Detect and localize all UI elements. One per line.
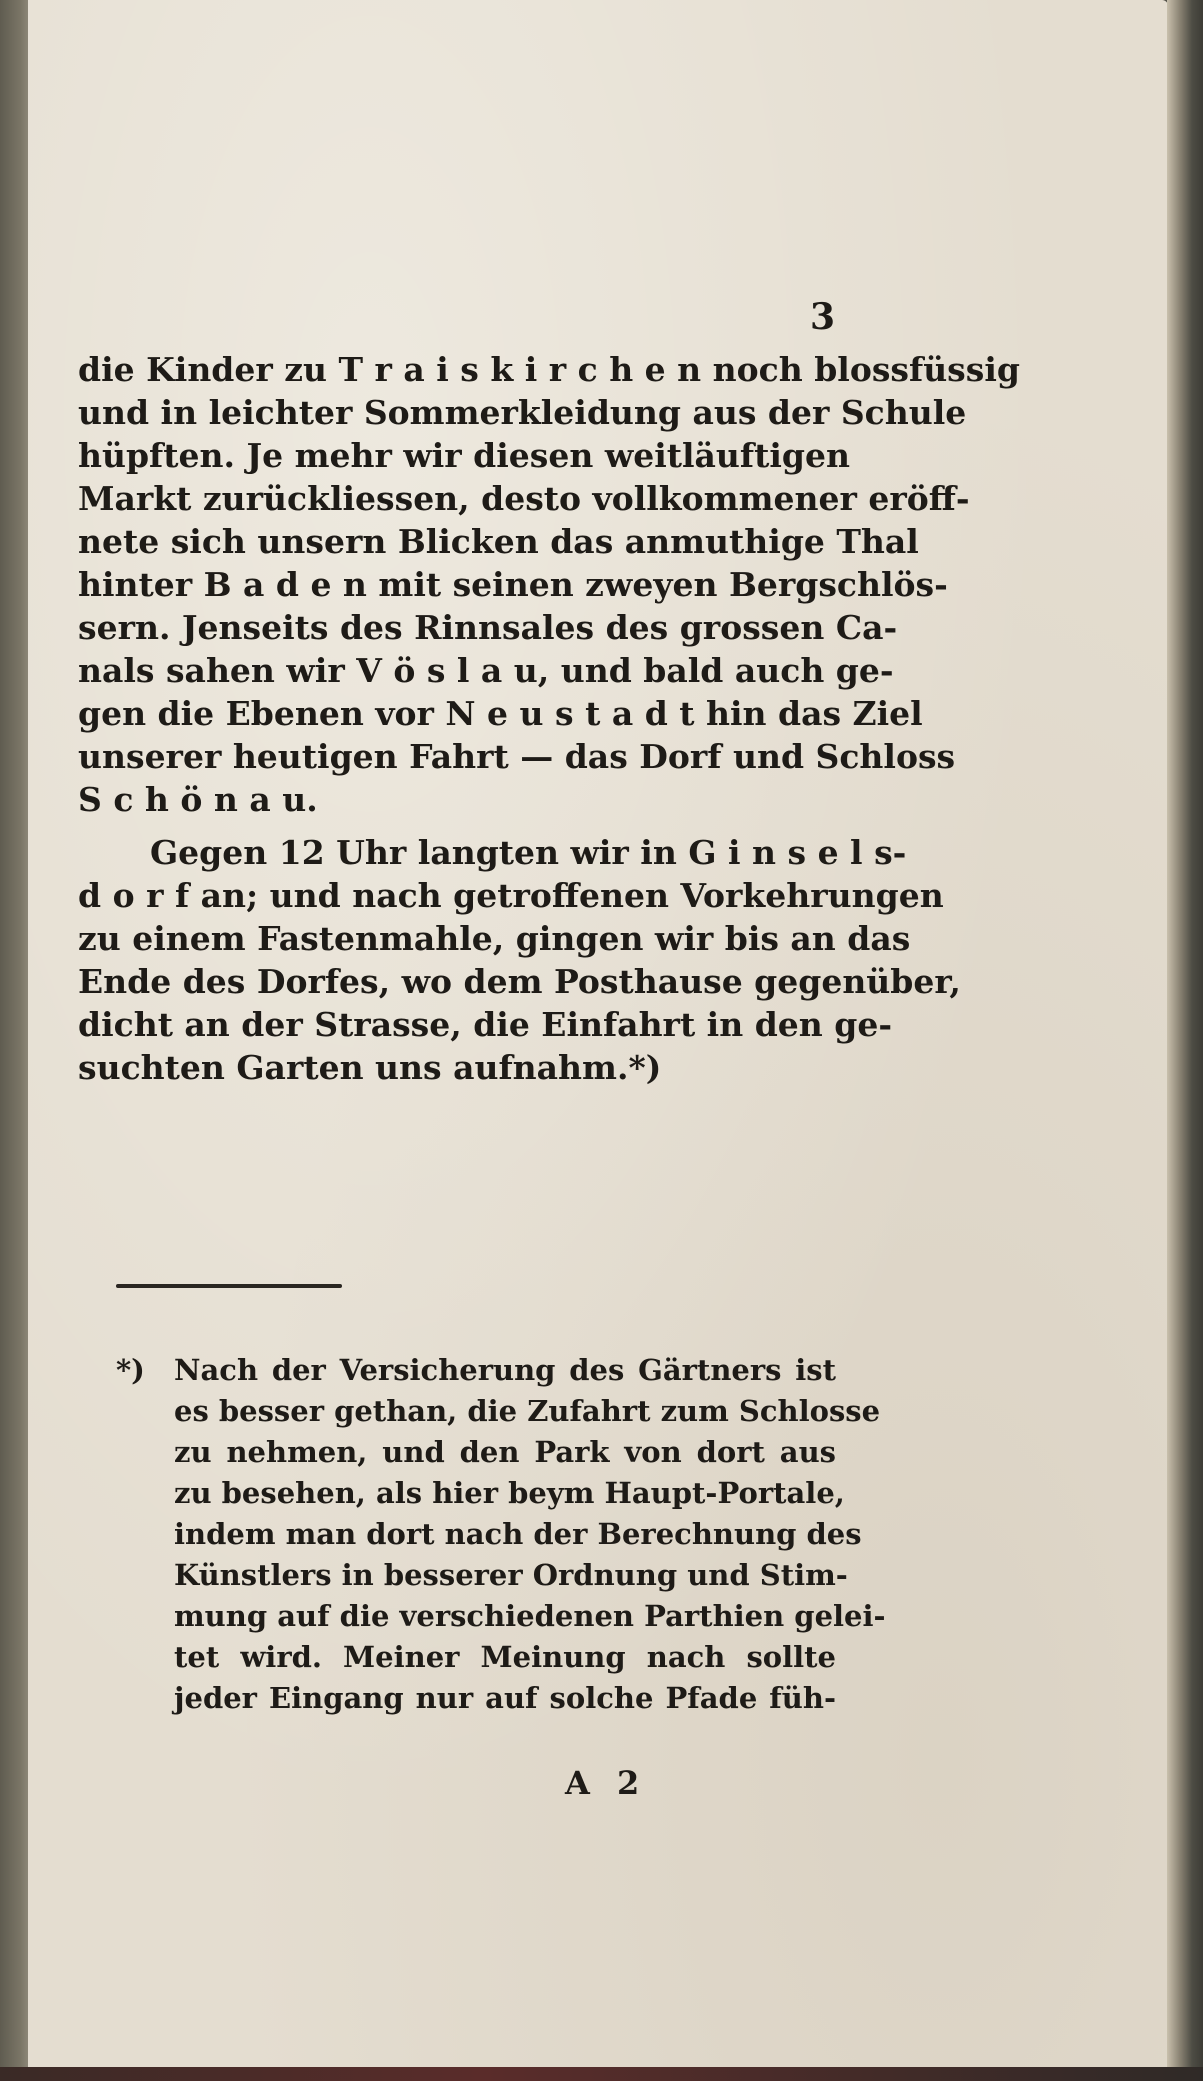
text-line: unserer heutigen Fahrt — das Dorf und Schloss [78, 737, 956, 776]
footnote-line: zu nehmen, und den Park von dort aus [174, 1435, 836, 1469]
text-line: und in leichter Sommerkleidung aus der Schule [78, 393, 967, 432]
signature-mark: A 2 [565, 1764, 648, 1802]
text-line: S c h ö n a u. [78, 780, 318, 819]
footnote-divider [116, 1284, 342, 1288]
footnote-line: Nach der Versicherung des Gärtners ist [174, 1353, 836, 1387]
text-line: gen die Ebenen vor N e u s t a d t hin das Ziel [78, 694, 923, 733]
footnote-line: Künstlers in besserer Ordnung und Stim- [174, 1558, 848, 1592]
text-line-indented: Gegen 12 Uhr langten wir in G i n s e l s- [150, 833, 907, 872]
page-edge-shadow [1167, 0, 1203, 2081]
footnote-marker: *) [116, 1353, 145, 1387]
footnote-line: jeder Eingang nur auf solche Pfade füh- [174, 1681, 836, 1715]
main-text [78, 348, 1020, 1089]
text-line: sern. Jenseits des Rinnsales des grossen Ca- [78, 608, 898, 647]
text-line: suchten Garten uns aufnahm.*) [78, 1048, 662, 1087]
footnote-line: mung auf die verschiedenen Parthien gelei- [174, 1599, 886, 1633]
book-cover-edge [0, 2067, 1203, 2081]
paragraph-1 [78, 348, 1020, 821]
paragraph-2 [78, 831, 961, 1089]
footnote-line: zu besehen, als hier beym Haupt-Portale, [174, 1476, 845, 1510]
footnote-body [174, 1350, 886, 1719]
text-line: hüpften. Je mehr wir diesen weitläuftigen [78, 436, 850, 475]
text-line: dicht an der Strasse, die Einfahrt in den ge- [78, 1005, 893, 1044]
footnote-line: tet wird. Meiner Meinung nach sollte [174, 1640, 836, 1674]
footnote [116, 1350, 886, 1719]
text-line: nals sahen wir V ö s l a u, und bald auch ge- [78, 651, 894, 690]
footnote-line: es besser gethan, die Zufahrt zum Schlosse [174, 1394, 881, 1428]
text-line: d o r f an; und nach getroffenen Vorkehrungen [78, 876, 944, 915]
footnote-line: indem man dort nach der Berechnung des [174, 1517, 862, 1551]
text-line: zu einem Fastenmahle, gingen wir bis an das [78, 919, 911, 958]
text-line: die Kinder zu T r a i s k i r c h e n noch blossfüssig [78, 350, 1020, 389]
text-line: nete sich unsern Blicken das anmuthige Thal [78, 522, 919, 561]
text-line: Markt zurückliessen, desto vollkommener eröff- [78, 479, 970, 518]
text-line: hinter B a d e n mit seinen zweyen Bergschlös- [78, 565, 948, 604]
text-line: Ende des Dorfes, wo dem Posthause gegenüber, [78, 962, 961, 1001]
page-number: 3 [810, 296, 836, 338]
